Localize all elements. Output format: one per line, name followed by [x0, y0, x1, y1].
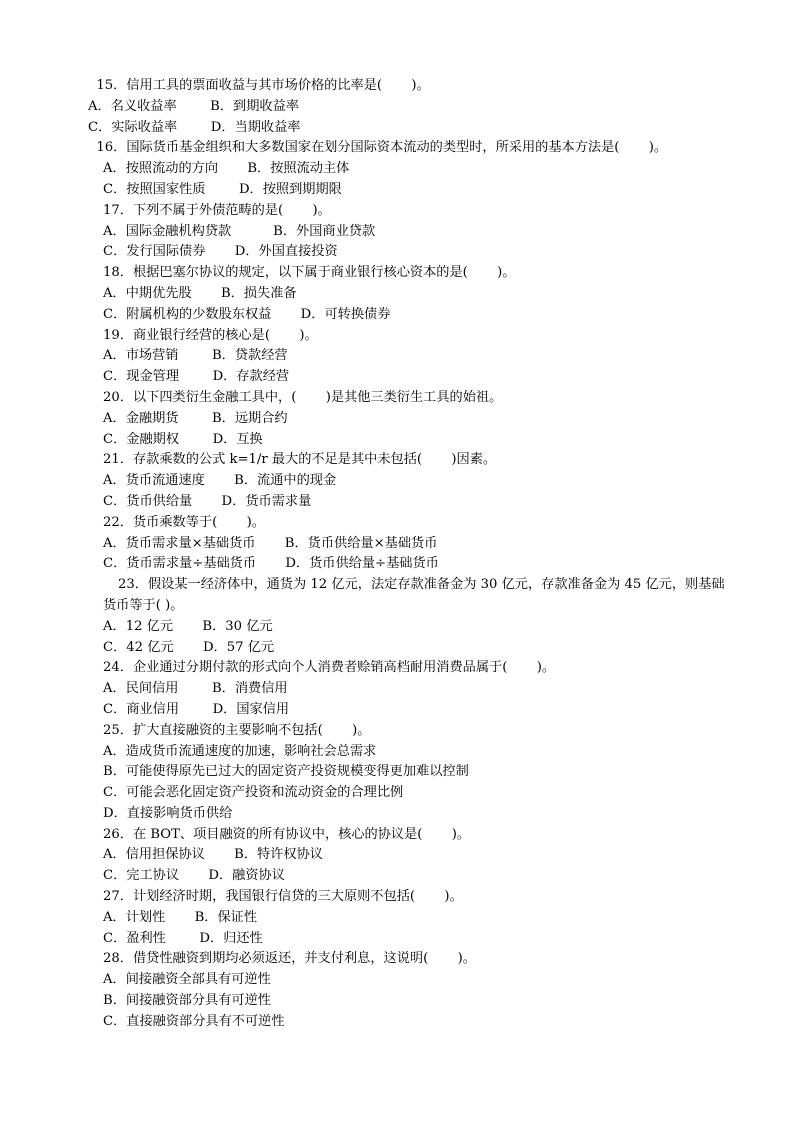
- answer-option-line: C．现金管理 D．存款经营: [103, 369, 290, 385]
- question-line: 24．企业通过分期付款的形式向个人消费者赊销高档耐用消费品属于( )。: [103, 660, 556, 676]
- question-line: 19．商业银行经营的核心是( )。: [103, 327, 318, 343]
- answer-option-line: A．信用担保协议 B．特许权协议: [103, 847, 323, 863]
- answer-option-line: C．直接融资部分具有不可逆性: [103, 1013, 285, 1029]
- question-line: 16．国际货币基金组织和大多数国家在划分国际资本流动的类型时，所采用的基本方法是( )。: [88, 140, 668, 156]
- answer-option-line: D．直接影响货币供给: [103, 805, 233, 821]
- question-line: 18．根据巴塞尔协议的规定，以下属于商业银行核心资本的是( )。: [103, 265, 516, 281]
- answer-option-line: A．民间信用 B．消费信用: [103, 681, 288, 697]
- question-line: 28．借贷性融资到期均必须返还，并支付利息，这说明( )。: [103, 951, 476, 967]
- question-line: 22．货币乘数等于( )。: [103, 514, 265, 530]
- answer-option-line: C．可能会恶化固定资产投资和流动资金的合理比例: [103, 785, 404, 801]
- answer-option-line: B．间接融资部分具有可逆性: [103, 993, 271, 1009]
- answer-option-line: A．造成货币流通速度的加速，影响社会总需求: [103, 743, 377, 759]
- answer-option-line: A．货币需求量×基础货币 B．货币供给量×基础货币: [103, 535, 438, 551]
- answer-option-line: A．间接融资全部具有可逆性: [103, 972, 271, 988]
- question-line: 23．假设某一经济体中，通货为 12 亿元，法定存款准备金为 30 亿元，存款准备金为 45 亿元，则基础货币等于( )。: [103, 577, 725, 613]
- answer-option-line: A．市场营销 B．贷款经营: [103, 348, 288, 364]
- question-line: 17．下列不属于外债范畴的是( )。: [103, 202, 331, 218]
- question-line: 27．计划经济时期，我国银行信贷的三大原则不包括( )。: [103, 889, 463, 905]
- answer-option-line: A．按照流动的方向 B．按照流动主体: [103, 161, 350, 177]
- answer-option-line: A．12 亿元 B．30 亿元: [103, 618, 273, 634]
- answer-option-line: C．发行国际债券 D．外国直接投资: [103, 244, 338, 260]
- answer-option-line: A．货币流通速度 B．流通中的现金: [103, 473, 337, 489]
- question-line: 26．在 BOT、项目融资的所有协议中，核心的协议是( )。: [103, 826, 471, 842]
- answer-option-line: A．金融期货 B．远期合约: [103, 410, 288, 426]
- answer-option-line: C．商业信用 D．国家信用: [103, 701, 290, 717]
- answer-option-line: C．按照国家性质 D．按照到期期限: [103, 181, 342, 197]
- answer-option-line: A．中期优先股 B．损失准备: [103, 285, 297, 301]
- answer-option-line: C．货币需求量÷基础货币 D．货币供给量÷基础货币: [103, 556, 439, 572]
- answer-option-line: A．国际金融机构贷款 B．外国商业贷款: [103, 223, 376, 239]
- question-line: 21．存款乘数的公式 k=1/r 最大的不足是其中未包括( )因素。: [103, 452, 497, 468]
- answer-option-line: A．名义收益率 B．到期收益率: [88, 98, 299, 114]
- answer-option-line: C．盈利性 D．归还性: [103, 930, 263, 946]
- question-line: 25．扩大直接融资的主要影响不包括( )。: [103, 722, 371, 738]
- answer-option-line: C．42 亿元 D．57 亿元: [103, 639, 275, 655]
- answer-option-line: C．实际收益率 D．当期收益率: [88, 119, 301, 135]
- answer-option-line: C．完工协议 D．融资协议: [103, 868, 285, 884]
- answer-option-line: C．金融期权 D．互换: [103, 431, 263, 447]
- question-list: [88, 76, 728, 1033]
- question-line: 15．信用工具的票面收益与其市场价格的比率是( )。: [88, 78, 430, 93]
- answer-option-line: C．货币供给量 D．货币需求量: [103, 493, 312, 509]
- answer-option-line: C．附属机构的少数股东权益 D．可转换债券: [103, 306, 391, 322]
- answer-option-line: B．可能使得原先已过大的固定资产投资规模变得更加难以控制: [103, 764, 469, 780]
- question-line: 20．以下四类衍生金融工具中，( )是其他三类衍生工具的始祖。: [103, 389, 503, 405]
- answer-option-line: A．计划性 B．保证性: [103, 909, 258, 925]
